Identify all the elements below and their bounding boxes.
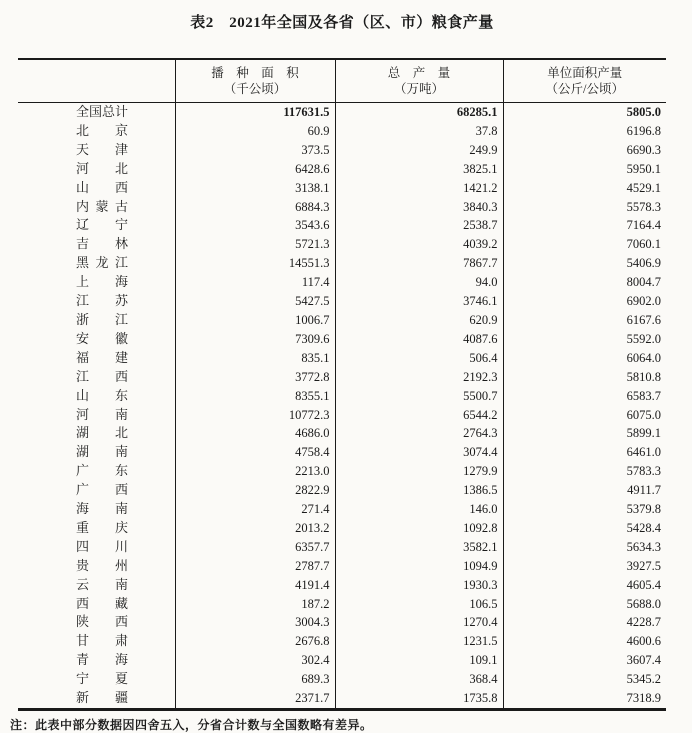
sown-area-value: 10772.3 (175, 406, 335, 425)
yield-value: 8004.7 (503, 273, 666, 292)
header-sown-area-unit: （千公顷） (223, 81, 287, 96)
region-name: 河北 (76, 160, 128, 176)
region-name: 海南 (76, 501, 128, 517)
total-output-value: 2538.7 (335, 216, 503, 235)
yield-value: 5810.8 (503, 368, 666, 387)
region-name-cell (18, 141, 175, 160)
table-row (18, 103, 666, 122)
header-region-cell (18, 59, 175, 103)
sown-area-value: 60.9 (175, 122, 335, 141)
region-name: 上海 (76, 274, 128, 290)
header-sown-area (175, 59, 335, 103)
yield-value: 6583.7 (503, 387, 666, 406)
region-name-cell (18, 311, 175, 330)
region-name: 全国总计 (76, 104, 129, 119)
region-name: 广西 (76, 482, 128, 498)
table-row (18, 576, 666, 595)
yield-value: 5634.3 (503, 538, 666, 557)
table-row (18, 141, 666, 160)
total-output-value: 68285.1 (335, 103, 503, 122)
table-row (18, 632, 666, 651)
total-output-value: 6544.2 (335, 406, 503, 425)
sown-area-value: 2676.8 (175, 632, 335, 651)
sown-area-value: 373.5 (175, 141, 335, 160)
total-output-value: 3840.3 (335, 198, 503, 217)
sown-area-value: 2787.7 (175, 557, 335, 576)
table-row (18, 216, 666, 235)
total-output-value: 37.8 (335, 122, 503, 141)
sown-area-value: 271.4 (175, 500, 335, 519)
total-output-value: 7867.7 (335, 254, 503, 273)
region-name-cell (18, 632, 175, 651)
sown-area-value: 689.3 (175, 670, 335, 689)
sown-area-value: 7309.6 (175, 330, 335, 349)
sown-area-value: 3543.6 (175, 216, 335, 235)
sown-area-value: 5721.3 (175, 235, 335, 254)
region-name-cell (18, 557, 175, 576)
table-row (18, 613, 666, 632)
region-name-cell (18, 254, 175, 273)
region-name-cell (18, 198, 175, 217)
table-row (18, 179, 666, 198)
region-name: 山东 (76, 387, 128, 403)
yield-value: 5783.3 (503, 462, 666, 481)
sown-area-value: 3772.8 (175, 368, 335, 387)
total-output-value: 4087.6 (335, 330, 503, 349)
sown-area-value: 4758.4 (175, 443, 335, 462)
region-name-cell (18, 349, 175, 368)
total-output-value: 2764.3 (335, 424, 503, 443)
yield-value: 3607.4 (503, 651, 666, 670)
region-name-cell (18, 595, 175, 614)
yield-value: 4911.7 (503, 481, 666, 500)
yield-value: 6167.6 (503, 311, 666, 330)
region-name-cell (18, 216, 175, 235)
table-row (18, 368, 666, 387)
region-name: 甘肃 (76, 633, 128, 649)
sown-area-value: 1006.7 (175, 311, 335, 330)
table-row (18, 481, 666, 500)
total-output-value: 106.5 (335, 595, 503, 614)
region-name: 重庆 (76, 519, 128, 535)
region-name-cell (18, 500, 175, 519)
region-name: 北京 (76, 122, 128, 138)
table-row (18, 292, 666, 311)
header-yield-per-area-unit: （公斤/公顷） (545, 81, 624, 96)
sown-area-value: 835.1 (175, 349, 335, 368)
yield-value: 4228.7 (503, 613, 666, 632)
region-name-cell (18, 330, 175, 349)
yield-value: 6690.3 (503, 141, 666, 160)
sown-area-value: 14551.3 (175, 254, 335, 273)
yield-value: 6196.8 (503, 122, 666, 141)
region-name: 湖北 (76, 425, 128, 441)
region-name-cell (18, 273, 175, 292)
yield-value: 4529.1 (503, 179, 666, 198)
region-name: 广东 (76, 463, 128, 479)
sown-area-value: 6884.3 (175, 198, 335, 217)
yield-value: 4600.6 (503, 632, 666, 651)
table-body (18, 103, 666, 710)
region-name: 安徽 (76, 330, 128, 346)
total-output-value: 3074.4 (335, 443, 503, 462)
region-name-cell (18, 424, 175, 443)
region-name-cell (18, 481, 175, 500)
total-output-value: 1270.4 (335, 613, 503, 632)
region-name-cell (18, 122, 175, 141)
region-name-cell (18, 462, 175, 481)
region-name: 山西 (76, 179, 128, 195)
page-title: 表2 2021年全国及各省（区、市）粮食产量 (190, 15, 494, 31)
table-row (18, 406, 666, 425)
total-output-value: 620.9 (335, 311, 503, 330)
table-row (18, 557, 666, 576)
region-name: 贵州 (76, 557, 128, 573)
region-name-cell (18, 406, 175, 425)
region-name: 黑龙江 (76, 255, 128, 271)
total-output-value: 1421.2 (335, 179, 503, 198)
sown-area-value: 6357.7 (175, 538, 335, 557)
total-output-value: 249.9 (335, 141, 503, 160)
yield-value: 5950.1 (503, 160, 666, 179)
sown-area-value: 302.4 (175, 651, 335, 670)
region-name-cell (18, 576, 175, 595)
total-output-value: 1092.8 (335, 519, 503, 538)
table-row (18, 595, 666, 614)
yield-value: 5688.0 (503, 595, 666, 614)
table-row (18, 651, 666, 670)
yield-value: 3927.5 (503, 557, 666, 576)
yield-value: 5345.2 (503, 670, 666, 689)
header-total-output-unit: （万吨） (393, 81, 444, 96)
region-name-cell (18, 670, 175, 689)
region-name: 天津 (76, 141, 128, 157)
total-output-value: 4039.2 (335, 235, 503, 254)
table-row (18, 160, 666, 179)
region-name: 辽宁 (76, 217, 128, 233)
total-output-value: 1279.9 (335, 462, 503, 481)
region-name-cell (18, 538, 175, 557)
sown-area-value: 6428.6 (175, 160, 335, 179)
sown-area-value: 4191.4 (175, 576, 335, 595)
footnote: 注：此表中部分数据因四舍五入，分省合计数与全国数略有差异。 (10, 718, 373, 732)
yield-value: 5379.8 (503, 500, 666, 519)
sown-area-value: 2371.7 (175, 689, 335, 709)
total-output-value: 109.1 (335, 651, 503, 670)
region-name-cell (18, 235, 175, 254)
sown-area-value: 117.4 (175, 273, 335, 292)
sown-area-value: 2013.2 (175, 519, 335, 538)
yield-value: 7060.1 (503, 235, 666, 254)
table-row (18, 670, 666, 689)
yield-value: 4605.4 (503, 576, 666, 595)
yield-value: 6075.0 (503, 406, 666, 425)
header-sown-area-label: 播 种 面 积 (211, 65, 299, 80)
region-name-cell (18, 689, 175, 709)
region-name-cell (18, 651, 175, 670)
yield-value: 6461.0 (503, 443, 666, 462)
table-row (18, 198, 666, 217)
table-row (18, 235, 666, 254)
region-name: 云南 (76, 576, 128, 592)
region-name: 宁夏 (76, 671, 128, 687)
table-row (18, 462, 666, 481)
total-output-value: 368.4 (335, 670, 503, 689)
header-total-output-label: 总 产 量 (387, 65, 451, 80)
table-row (18, 273, 666, 292)
yield-value: 5578.3 (503, 198, 666, 217)
total-output-value: 506.4 (335, 349, 503, 368)
table-row (18, 254, 666, 273)
sown-area-value: 117631.5 (175, 103, 335, 122)
region-name: 江西 (76, 368, 128, 384)
total-output-value: 3582.1 (335, 538, 503, 557)
header-yield-per-area (503, 59, 666, 103)
region-name: 福建 (76, 349, 128, 365)
region-name: 吉林 (76, 236, 128, 252)
region-name: 新疆 (76, 690, 128, 706)
sown-area-value: 2822.9 (175, 481, 335, 500)
table-row (18, 311, 666, 330)
region-name-cell (18, 387, 175, 406)
table-row (18, 519, 666, 538)
region-name-cell (18, 103, 175, 122)
table-row (18, 538, 666, 557)
yield-value: 5805.0 (503, 103, 666, 122)
region-name: 河南 (76, 406, 128, 422)
total-output-value: 1094.9 (335, 557, 503, 576)
region-name-cell (18, 292, 175, 311)
table-row (18, 387, 666, 406)
region-name: 江苏 (76, 293, 128, 309)
total-output-value: 1735.8 (335, 689, 503, 709)
table-row (18, 122, 666, 141)
region-name-cell (18, 368, 175, 387)
yield-value: 7318.9 (503, 689, 666, 709)
total-output-value: 1386.5 (335, 481, 503, 500)
region-name-cell (18, 519, 175, 538)
table-row (18, 330, 666, 349)
yield-value: 7164.4 (503, 216, 666, 235)
sown-area-value: 3138.1 (175, 179, 335, 198)
region-name: 陕西 (76, 614, 128, 630)
grain-production-table (18, 58, 666, 711)
region-name: 湖南 (76, 444, 128, 460)
total-output-value: 2192.3 (335, 368, 503, 387)
region-name: 四川 (76, 538, 128, 554)
region-name-cell (18, 613, 175, 632)
yield-value: 6064.0 (503, 349, 666, 368)
total-output-value: 3746.1 (335, 292, 503, 311)
region-name: 浙江 (76, 311, 128, 327)
region-name-cell (18, 160, 175, 179)
yield-value: 5428.4 (503, 519, 666, 538)
table-row (18, 689, 666, 709)
sown-area-value: 4686.0 (175, 424, 335, 443)
region-name-cell (18, 179, 175, 198)
region-name: 内蒙古 (76, 198, 128, 214)
sown-area-value: 3004.3 (175, 613, 335, 632)
yield-value: 6902.0 (503, 292, 666, 311)
yield-value: 5592.0 (503, 330, 666, 349)
header-total-output (335, 59, 503, 103)
total-output-value: 3825.1 (335, 160, 503, 179)
region-name: 青海 (76, 652, 128, 668)
table-row (18, 500, 666, 519)
total-output-value: 146.0 (335, 500, 503, 519)
total-output-value: 1930.3 (335, 576, 503, 595)
table-row (18, 424, 666, 443)
region-name: 西藏 (76, 595, 128, 611)
total-output-value: 5500.7 (335, 387, 503, 406)
sown-area-value: 187.2 (175, 595, 335, 614)
yield-value: 5406.9 (503, 254, 666, 273)
header-row (18, 59, 666, 103)
header-yield-per-area-label: 单位面积产量 (547, 65, 623, 80)
yield-value: 5899.1 (503, 424, 666, 443)
table-row (18, 349, 666, 368)
total-output-value: 1231.5 (335, 632, 503, 651)
sown-area-value: 2213.0 (175, 462, 335, 481)
sown-area-value: 8355.1 (175, 387, 335, 406)
sown-area-value: 5427.5 (175, 292, 335, 311)
total-output-value: 94.0 (335, 273, 503, 292)
region-name-cell (18, 443, 175, 462)
table-row (18, 443, 666, 462)
